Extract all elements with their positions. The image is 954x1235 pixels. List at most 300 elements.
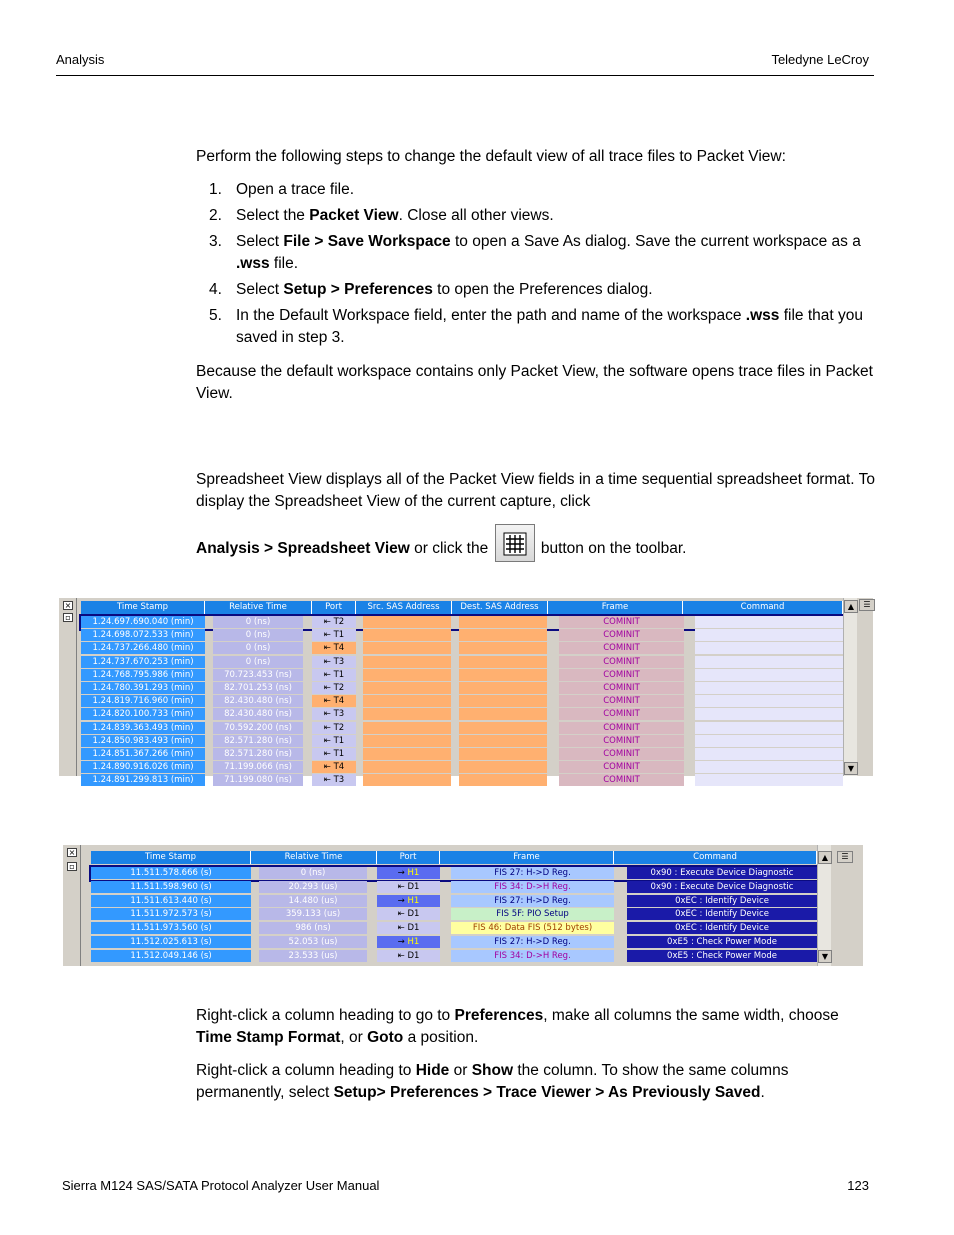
table-row[interactable]: [91, 895, 817, 908]
timestamp-cell-text: 1.24.820.100.733 (min): [92, 709, 194, 720]
timestamp-cell: [91, 908, 251, 920]
timestamp-cell: [91, 867, 251, 879]
text-run: . Close all other views.: [398, 207, 554, 224]
step-item: [196, 179, 876, 201]
timestamp-cell: [81, 682, 205, 694]
src-address-cell: [363, 642, 451, 654]
command-cell: [695, 669, 843, 681]
command-cell-text: 0x90 : Execute Device Diagnostic: [650, 868, 794, 878]
timestamp-cell: [81, 748, 205, 760]
dest-address-cell: [459, 682, 547, 694]
column-header[interactable]: Relative Time: [205, 601, 312, 614]
bold-term: Show: [471, 1062, 514, 1079]
port-cell-text: H1: [407, 937, 420, 947]
src-address-cell: [363, 656, 451, 668]
frame-cell-text: COMINIT: [603, 669, 640, 680]
src-address-cell: [363, 708, 451, 720]
step-number: 2.: [209, 207, 222, 224]
frame-cell-text: COMINIT: [603, 617, 640, 627]
options-icon[interactable]: ☰: [859, 599, 875, 611]
relative-time-cell-text: 0 (ns): [245, 630, 271, 641]
column-header[interactable]: Command: [683, 601, 843, 614]
port-cell: [312, 708, 356, 720]
relative-time-cell: [259, 950, 367, 962]
command-cell-text: 0xEC : Identify Device: [675, 909, 769, 920]
relative-time-cell: [213, 682, 303, 694]
relative-time-cell-text: 0 (ns): [300, 868, 326, 878]
command-cell: [695, 642, 843, 654]
bold-term: Setup> Preferences > Trace Viewer > As Previously Saved: [333, 1084, 761, 1101]
relative-time-cell-text: 82.701.253 (ns): [224, 683, 292, 693]
port-cell: [312, 735, 356, 747]
timestamp-cell-text: 1.24.891.299.813 (min): [92, 775, 194, 786]
bold-term: Packet View: [309, 207, 399, 224]
column-header[interactable]: Dest. SAS Address: [452, 601, 548, 614]
column-header-row: [91, 851, 817, 864]
frame-cell: [559, 629, 684, 641]
options-icon[interactable]: ☰: [837, 851, 853, 863]
timestamp-cell: [91, 936, 251, 948]
relative-time-cell: [213, 761, 303, 773]
timestamp-cell-text: 1.24.839.363.493 (min): [92, 722, 194, 733]
dest-address-cell: [459, 629, 547, 641]
command-cell: [695, 695, 843, 707]
command-cell: [627, 895, 817, 907]
close-icon[interactable]: ×: [64, 601, 72, 610]
restore-icon[interactable]: ▫: [67, 862, 77, 871]
command-cell: [695, 656, 843, 668]
footer-manual-title: Sierra M124 SAS/SATA Protocol Analyzer User Manual: [62, 1178, 380, 1193]
timestamp-cell: [81, 761, 205, 773]
table-row[interactable]: [91, 867, 817, 880]
port-arrow-icon: ⇤: [323, 722, 334, 733]
port-cell: [312, 629, 356, 641]
relative-time-cell: [213, 774, 303, 786]
text-run: Open a trace file.: [236, 181, 355, 198]
src-address-cell: [363, 616, 451, 628]
analysis-mid-text: or click the: [409, 540, 489, 558]
port-cell-text: T4: [333, 643, 345, 654]
command-cell: [695, 774, 843, 786]
relative-time-cell: [213, 656, 303, 668]
relative-time-cell-text: 0 (ns): [245, 617, 271, 627]
command-cell: [627, 881, 817, 893]
frame-cell: [451, 881, 614, 893]
table-row[interactable]: [91, 908, 817, 921]
timestamp-cell: [81, 629, 205, 641]
scroll-up-icon[interactable]: ▲: [818, 851, 832, 864]
command-cell: [627, 867, 817, 879]
column-header[interactable]: Port: [312, 601, 356, 614]
text-run: Right-click a column heading to: [196, 1062, 416, 1079]
relative-time-cell: [213, 616, 303, 628]
timestamp-cell: [91, 895, 251, 907]
port-cell-text: T1: [333, 749, 345, 759]
port-cell-text: D1: [407, 909, 420, 920]
port-arrow-icon: ⇤: [323, 696, 334, 707]
src-address-cell: [363, 682, 451, 694]
relative-time-cell: [259, 908, 367, 920]
relative-time-cell: [213, 695, 303, 707]
port-cell: [312, 748, 356, 760]
step-item: [196, 231, 876, 275]
dest-address-cell: [459, 748, 547, 760]
table-row[interactable]: [81, 761, 843, 774]
frame-cell-text: FIS 46: Data FIS (512 bytes): [472, 923, 593, 934]
src-address-cell: [363, 695, 451, 707]
table-row[interactable]: [81, 722, 843, 735]
step-item: [196, 279, 876, 301]
command-cell: [695, 722, 843, 734]
relative-time-cell-text: 52.053 (us): [288, 937, 338, 947]
port-cell: [312, 656, 356, 668]
command-cell: [627, 936, 817, 948]
port-arrow-icon: ⇤: [397, 950, 408, 961]
port-cell-text: T3: [333, 709, 345, 720]
relative-time-cell-text: 0 (ns): [245, 643, 271, 654]
relative-time-cell-text: 23.533 (us): [288, 950, 338, 961]
because-paragraph: Because the default workspace contains only Packet View, the software opens trace files in Packet View.: [196, 363, 873, 402]
src-address-cell: [363, 761, 451, 773]
right-click-paragraph-2: [196, 1060, 876, 1104]
src-address-cell: [363, 669, 451, 681]
frame-cell: [559, 774, 684, 786]
bold-term: Goto: [367, 1029, 404, 1046]
spreadsheet-view-screenshot-1: [59, 598, 873, 786]
text-run: , or: [340, 1029, 368, 1046]
spreadsheet-grid-1: [81, 598, 843, 786]
scroll-down-icon[interactable]: ▼: [844, 762, 858, 775]
frame-cell-text: COMINIT: [603, 709, 640, 720]
frame-cell-text: COMINIT: [603, 762, 640, 773]
column-header[interactable]: Port: [377, 851, 440, 864]
text-run: or: [449, 1062, 472, 1079]
step-item: [196, 205, 876, 227]
command-cell: [627, 950, 817, 962]
text-run: to open the Preferences dialog.: [432, 281, 653, 298]
scroll-down-icon[interactable]: ▼: [818, 950, 832, 963]
port-arrow-icon: ⇤: [323, 643, 334, 654]
timestamp-cell-text: 1.24.819.716.960 (min): [92, 696, 194, 707]
port-cell: [312, 669, 356, 681]
timestamp-cell: [81, 708, 205, 720]
frame-cell: [559, 695, 684, 707]
frame-cell-text: FIS 27: H->D Reg.: [494, 937, 571, 947]
table-row[interactable]: [81, 669, 843, 682]
port-arrow-icon: ⇤: [323, 656, 334, 667]
column-header[interactable]: Relative Time: [251, 851, 377, 864]
relative-time-cell: [213, 669, 303, 681]
port-arrow-icon: ⇤: [323, 630, 334, 641]
table-row[interactable]: [81, 774, 843, 787]
table-row[interactable]: [91, 936, 817, 949]
port-cell-text: D1: [407, 950, 420, 961]
port-cell: [377, 908, 440, 920]
relative-time-cell: [259, 895, 367, 907]
port-cell: [377, 950, 440, 962]
port-cell-text: D1: [407, 881, 420, 892]
timestamp-cell: [91, 922, 251, 934]
timestamp-cell: [81, 656, 205, 668]
table-row[interactable]: [81, 735, 843, 748]
port-cell: [312, 682, 356, 694]
text-run: a position.: [403, 1029, 479, 1046]
timestamp-cell: [81, 695, 205, 707]
command-cell: [695, 761, 843, 773]
relative-time-cell-text: 71.199.080 (ns): [224, 775, 292, 786]
dest-address-cell: [459, 656, 547, 668]
relative-time-cell: [213, 629, 303, 641]
relative-time-cell-text: 14.480 (us): [288, 895, 338, 906]
steps-list: [196, 179, 876, 353]
frame-cell-text: FIS 5F: PIO Setup: [496, 909, 569, 920]
port-cell: [377, 922, 440, 934]
command-cell-text: 0xEC : Identify Device: [675, 895, 769, 906]
relative-time-cell-text: 82.430.480 (ns): [224, 696, 292, 707]
port-cell: [377, 936, 440, 948]
header-rule: [56, 75, 874, 76]
port-cell: [312, 695, 356, 707]
timestamp-cell: [81, 774, 205, 786]
port-cell-text: H1: [407, 868, 420, 878]
bold-term: Hide: [415, 1062, 450, 1079]
column-header[interactable]: Time Stamp: [91, 851, 251, 864]
timestamp-cell-text: 11.511.598.960 (s): [130, 881, 212, 892]
spreadsheet-grid-2: [91, 845, 817, 966]
grid-icon[interactable]: [495, 524, 535, 562]
analysis-instruction: [196, 530, 876, 568]
relative-time-cell: [259, 936, 367, 948]
port-cell: [377, 881, 440, 893]
timestamp-cell-text: 1.24.780.391.293 (min): [92, 683, 194, 693]
vertical-scrollbar[interactable]: [843, 598, 857, 776]
port-cell-text: T3: [333, 775, 345, 786]
step-number: 1.: [209, 181, 222, 198]
text-run: .: [760, 1084, 765, 1101]
text-run: Select: [236, 233, 284, 250]
relative-time-cell: [213, 708, 303, 720]
command-cell: [695, 616, 843, 628]
dest-address-cell: [459, 735, 547, 747]
table-row[interactable]: [91, 922, 817, 935]
command-cell: [695, 708, 843, 720]
src-address-cell: [363, 748, 451, 760]
frame-cell-text: COMINIT: [603, 643, 640, 654]
column-header[interactable]: Frame: [440, 851, 614, 864]
frame-cell-text: COMINIT: [603, 696, 640, 707]
port-arrow-icon: ⇤: [323, 709, 334, 720]
analysis-after-text: button on the toolbar.: [540, 540, 687, 558]
frame-cell: [451, 867, 614, 879]
timestamp-cell: [81, 669, 205, 681]
timestamp-cell-text: 11.511.972.573 (s): [130, 909, 212, 920]
port-arrow-icon: ⇤: [323, 617, 334, 627]
relative-time-cell-text: 82.571.280 (ns): [224, 735, 292, 746]
frame-cell: [559, 708, 684, 720]
timestamp-cell: [81, 722, 205, 734]
text-run: In the Default Workspace field, enter the path and name of the workspace: [236, 307, 746, 324]
frame-cell-text: FIS 27: H->D Reg.: [494, 895, 571, 906]
relative-time-cell: [213, 642, 303, 654]
port-cell-text: T2: [333, 683, 345, 693]
page-number: 123: [847, 1178, 869, 1193]
running-header-left: Analysis: [56, 52, 105, 67]
text-run: , make all columns the same width, choose: [543, 1007, 839, 1024]
command-cell: [695, 629, 843, 641]
command-cell: [695, 748, 843, 760]
close-icon[interactable]: ×: [68, 848, 76, 857]
frame-cell: [559, 761, 684, 773]
table-row[interactable]: [81, 708, 843, 721]
restore-icon[interactable]: ▫: [63, 613, 73, 622]
command-cell: [695, 735, 843, 747]
port-cell: [377, 867, 440, 879]
port-arrow-icon: ⇤: [397, 909, 408, 920]
relative-time-cell-text: 20.293 (us): [288, 881, 338, 892]
command-cell: [695, 682, 843, 694]
port-cell-text: T1: [333, 735, 345, 746]
step-number: 5.: [209, 307, 222, 324]
timestamp-cell: [81, 616, 205, 628]
text-run: file that you saved in step 3.: [236, 307, 863, 346]
port-cell-text: T2: [333, 617, 345, 627]
port-arrow-icon: →: [397, 937, 408, 947]
timestamp-cell-text: 1.24.850.983.493 (min): [92, 735, 194, 746]
timestamp-cell-text: 1.24.890.916.026 (min): [92, 762, 194, 773]
table-row[interactable]: [81, 656, 843, 669]
timestamp-cell: [91, 950, 251, 962]
port-cell-text: T1: [333, 630, 345, 641]
table-row[interactable]: [81, 748, 843, 761]
table-row[interactable]: [81, 642, 843, 655]
port-arrow-icon: ⇤: [323, 735, 334, 746]
port-cell-text: T4: [333, 762, 345, 773]
frame-cell: [559, 656, 684, 668]
timestamp-cell-text: 1.24.768.795.986 (min): [92, 669, 194, 680]
bold-term: Time Stamp Format: [196, 1029, 341, 1046]
column-header[interactable]: Command: [614, 851, 817, 864]
relative-time-cell-text: 70.592.200 (ns): [224, 722, 292, 733]
port-cell-text: T4: [333, 696, 345, 707]
dest-address-cell: [459, 761, 547, 773]
table-row[interactable]: [91, 950, 817, 963]
frame-cell: [451, 908, 614, 920]
port-cell: [312, 616, 356, 628]
dest-address-cell: [459, 642, 547, 654]
running-header-right: Teledyne LeCroy: [771, 52, 869, 67]
frame-cell: [559, 748, 684, 760]
text-run: Select the: [236, 207, 310, 224]
frame-cell-text: COMINIT: [603, 775, 640, 786]
table-row[interactable]: [91, 881, 817, 894]
timestamp-cell-text: 1.24.697.690.040 (min): [92, 617, 194, 627]
timestamp-cell-text: 11.511.613.440 (s): [130, 895, 212, 906]
frame-cell-text: FIS 27: H->D Reg.: [494, 868, 571, 878]
column-header[interactable]: Src. SAS Address: [356, 601, 452, 614]
port-cell: [312, 774, 356, 786]
frame-cell-text: COMINIT: [603, 735, 640, 746]
frame-cell-text: FIS 34: D->H Reg.: [494, 950, 571, 961]
text-run: Right-click a column heading to go to: [196, 1007, 455, 1024]
frame-cell-text: COMINIT: [603, 749, 640, 759]
column-header[interactable]: Frame: [548, 601, 683, 614]
dest-address-cell: [459, 722, 547, 734]
spreadsheet-intro-paragraph: Spreadsheet View displays all of the Packet View fields in a time sequential spreadsheet format. To display the Spreadsheet View of the current capture, click: [196, 471, 875, 510]
table-row[interactable]: [81, 629, 843, 642]
frame-cell-text: COMINIT: [603, 630, 640, 641]
command-cell-text: 0xE5 : Check Power Mode: [667, 950, 777, 961]
text-run: Select: [236, 281, 284, 298]
frame-cell: [559, 616, 684, 628]
view-side-bar: [59, 598, 77, 776]
timestamp-cell-text: 11.511.973.560 (s): [130, 923, 212, 934]
frame-cell: [451, 950, 614, 962]
port-cell: [312, 761, 356, 773]
table-row[interactable]: [81, 682, 843, 695]
intro-paragraph: Perform the following steps to change the default view of all trace files to Packet View:: [196, 148, 786, 165]
relative-time-cell: [213, 748, 303, 760]
relative-time-cell-text: 82.430.480 (ns): [224, 709, 292, 720]
src-address-cell: [363, 774, 451, 786]
port-arrow-icon: ⇤: [323, 749, 334, 759]
relative-time-cell: [213, 735, 303, 747]
relative-time-cell-text: 71.199.066 (ns): [224, 762, 292, 773]
port-cell: [312, 642, 356, 654]
scroll-up-icon[interactable]: ▲: [844, 600, 858, 613]
bold-term: .wss: [236, 255, 270, 272]
text-run: file.: [269, 255, 299, 272]
right-click-paragraph-1: [196, 1005, 876, 1049]
bold-term: File > Save Workspace: [283, 233, 451, 250]
relative-time-cell-text: 0 (ns): [245, 656, 271, 667]
port-arrow-icon: ⇤: [397, 881, 408, 892]
dest-address-cell: [459, 774, 547, 786]
command-cell-text: 0x90 : Execute Device Diagnostic: [650, 881, 794, 892]
frame-cell-text: COMINIT: [603, 656, 640, 667]
port-cell: [312, 722, 356, 734]
dest-address-cell: [459, 708, 547, 720]
vertical-scrollbar[interactable]: [817, 845, 831, 966]
bold-term: Setup > Preferences: [283, 281, 433, 298]
relative-time-cell: [259, 867, 367, 879]
text-run: the column. To show the same columns permanently, select: [196, 1062, 789, 1101]
view-side-bar: [63, 845, 81, 966]
timestamp-cell-text: 11.512.025.613 (s): [130, 937, 212, 947]
frame-cell-text: COMINIT: [603, 722, 640, 733]
port-cell-text: T1: [333, 669, 345, 680]
frame-cell: [559, 722, 684, 734]
timestamp-cell: [81, 642, 205, 654]
relative-time-cell-text: 70.723.453 (ns): [224, 669, 292, 680]
timestamp-cell-text: 11.512.049.146 (s): [130, 950, 212, 961]
step-number: 3.: [209, 233, 222, 250]
dest-address-cell: [459, 695, 547, 707]
table-row[interactable]: [81, 616, 843, 629]
timestamp-cell-text: 1.24.851.367.266 (min): [92, 749, 194, 759]
relative-time-cell: [259, 922, 367, 934]
frame-cell: [559, 682, 684, 694]
table-row[interactable]: [81, 695, 843, 708]
port-cell: [377, 895, 440, 907]
column-header[interactable]: Time Stamp: [81, 601, 205, 614]
port-cell-text: D1: [407, 923, 420, 934]
column-header-row: [81, 601, 843, 614]
text-run: to open a Save As dialog. Save the current workspace as a: [450, 233, 861, 250]
frame-cell: [451, 936, 614, 948]
timestamp-cell: [81, 735, 205, 747]
bold-term: .wss: [745, 307, 780, 324]
src-address-cell: [363, 722, 451, 734]
